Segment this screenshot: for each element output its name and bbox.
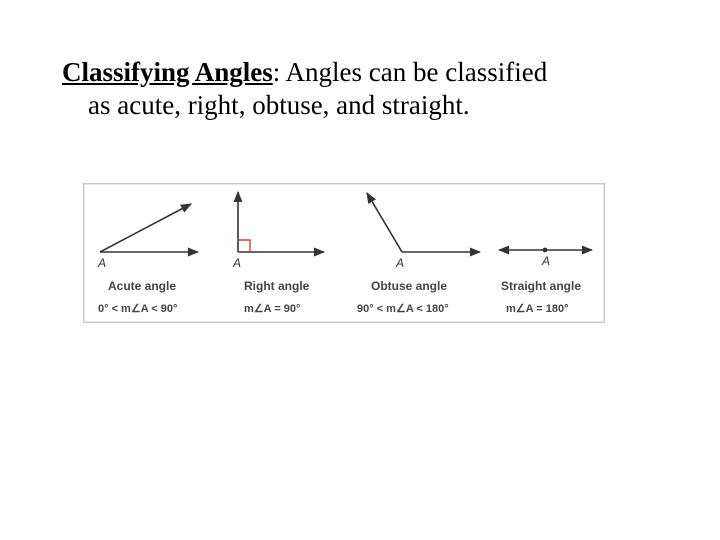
obtuse-angle-measure: 90° < m∠A < 180° bbox=[357, 303, 449, 315]
obtuse-angle-name: Obtuse angle bbox=[371, 279, 448, 293]
obtuse-vertex-label: A bbox=[396, 256, 405, 270]
right-angle-name: Right angle bbox=[244, 279, 310, 293]
acute-angle-name: Acute angle bbox=[108, 279, 177, 293]
acute-vertex-label: A bbox=[98, 256, 107, 270]
right-angle-mark bbox=[238, 240, 250, 252]
straight-angle-measure: m∠A = 180° bbox=[506, 303, 569, 315]
heading-text-line1: : Angles can be classified bbox=[272, 57, 548, 87]
acute-angle-measure: 0° < m∠A < 90° bbox=[98, 303, 178, 315]
right-angle-measure: m∠A = 90° bbox=[244, 303, 301, 315]
acute-ray-inclined bbox=[100, 204, 191, 252]
straight-angle-diagram bbox=[499, 248, 592, 253]
straight-vertex-point bbox=[543, 248, 548, 253]
right-angle-diagram bbox=[238, 192, 324, 252]
straight-vertex-label: A bbox=[542, 254, 551, 268]
slide-heading bbox=[62, 56, 702, 122]
heading-text-line2: as acute, right, obtuse, and straight. bbox=[88, 90, 470, 120]
obtuse-angle-diagram bbox=[367, 193, 480, 252]
right-vertex-label: A bbox=[233, 256, 242, 270]
heading-term: Classifying Angles bbox=[62, 57, 273, 87]
obtuse-ray-inclined bbox=[367, 193, 402, 252]
acute-angle-diagram bbox=[100, 204, 198, 252]
angle-types-figure bbox=[83, 183, 605, 323]
straight-angle-name: Straight angle bbox=[501, 279, 582, 293]
